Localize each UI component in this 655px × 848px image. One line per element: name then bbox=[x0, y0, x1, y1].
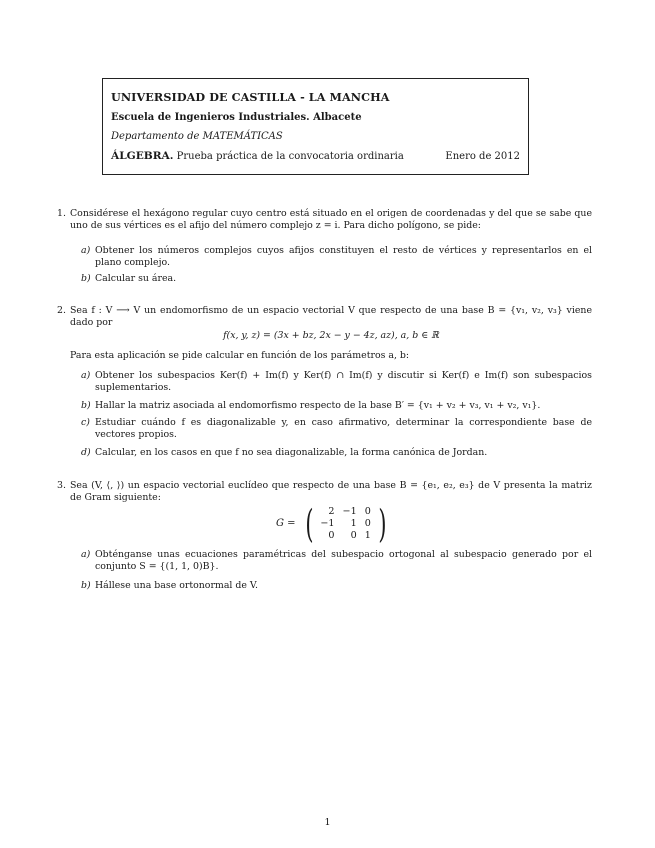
page-number: 1 bbox=[324, 817, 331, 828]
problem-2 bbox=[57, 305, 592, 330]
part-label: b) bbox=[81, 273, 91, 284]
problem-2-intro bbox=[57, 350, 592, 362]
school-name: Escuela de Ingenieros Industriales. Albacete bbox=[111, 112, 362, 123]
university-name: UNIVERSIDAD DE CASTILLA - LA MANCHA bbox=[111, 90, 390, 104]
matrix-cell: 0 bbox=[364, 518, 371, 529]
matrix-cell: −1 bbox=[342, 506, 357, 517]
gram-matrix bbox=[276, 502, 390, 546]
problem-2-formula: f(x, y, z) = (3x + bz, 2x − y − 4z, az), a, b ∈ ℝ bbox=[223, 330, 439, 341]
matrix-cell: 2 bbox=[328, 506, 335, 517]
right-paren: ) bbox=[378, 502, 387, 546]
department-name: Departamento de MATEMÁTICAS bbox=[111, 131, 283, 142]
problem-statement-2: Para esta aplicación se pide calcular en función de los parámetros a, b: bbox=[70, 350, 410, 361]
matrix-cell: 0 bbox=[328, 530, 335, 541]
matrix-cell: 0 bbox=[364, 506, 371, 517]
problem-1 bbox=[57, 208, 592, 233]
problem-3-part-b bbox=[81, 580, 592, 592]
part-text: Calcular, en los casos en que f no sea diagonalizable, la forma canónica de Jordan. bbox=[95, 447, 488, 458]
matrix-row bbox=[316, 518, 374, 530]
part-label: a) bbox=[81, 245, 91, 256]
matrix-row bbox=[316, 506, 374, 518]
problem-number: 1. bbox=[57, 208, 66, 219]
problem-2-part-c bbox=[81, 417, 592, 442]
matrix-cell: 0 bbox=[350, 530, 357, 541]
problem-1-part-a bbox=[81, 245, 592, 270]
problem-1-part-b bbox=[81, 273, 592, 285]
problem-2-part-a bbox=[81, 370, 592, 395]
part-label: c) bbox=[81, 417, 90, 428]
problem-statement: Sea f : V ⟶ V un endomorfismo de un espacio vectorial V que respecto de una base B = {v₁, v₂, v₃} viene dado por bbox=[70, 305, 592, 329]
problem-statement: Considérese el hexágono regular cuyo centro está situado en el origen de coordenadas y del que se sabe que uno de sus vértices es el afijo del número complejo z = i. Para dicho polígono, se pide: bbox=[70, 208, 592, 232]
part-text: Obtener los subespacios Ker(f) + Im(f) y Ker(f) ∩ Im(f) y discutir si Ker(f) e Im(f) son subespacios suplementarios. bbox=[95, 370, 592, 394]
problem-2-part-b bbox=[81, 400, 592, 412]
matrix-cell: 1 bbox=[350, 518, 357, 529]
part-text: Hállese una base ortonormal de V. bbox=[95, 580, 259, 591]
exam-description: Prueba práctica de la convocatoria ordinaria bbox=[176, 151, 404, 162]
exam-date: Enero de 2012 bbox=[445, 151, 520, 162]
part-label: d) bbox=[81, 447, 91, 458]
matrix-label: G = bbox=[276, 518, 296, 530]
problem-number: 3. bbox=[57, 480, 66, 491]
problem-statement: Sea (V, ⟨, ⟩) un espacio vectorial euclídeo que respecto de una base B = {e₁, e₂, e₃} de V presenta la matriz de Gram siguiente: bbox=[70, 480, 592, 504]
matrix-row bbox=[316, 530, 374, 542]
left-paren: ( bbox=[304, 502, 314, 546]
part-text: Obténganse unas ecuaciones paramétricas del subespacio ortogonal al subespacio generado por el conjunto S = {(1, 1, 0)B}. bbox=[95, 549, 592, 573]
part-label: b) bbox=[81, 400, 91, 411]
matrix-cell: −1 bbox=[320, 518, 335, 529]
matrix-table bbox=[316, 506, 374, 542]
part-text: Hallar la matriz asociada al endomorfismo respecto de la base B′ = {v₁ + v₂ + v₃, v₁ + v₂, v₁}. bbox=[95, 400, 541, 411]
problem-number: 2. bbox=[57, 305, 66, 316]
part-label: a) bbox=[81, 549, 91, 560]
part-text: Obtener los números complejos cuyos afijos constituyen el resto de vértices y representarlos en el plano complejo. bbox=[95, 245, 592, 269]
problem-3-part-a bbox=[81, 549, 592, 574]
problem-2-part-d bbox=[81, 447, 592, 459]
problem-3 bbox=[57, 480, 592, 505]
subject-name: ÁLGEBRA. bbox=[111, 150, 174, 162]
header-box bbox=[102, 78, 529, 175]
matrix-cell: 1 bbox=[364, 530, 371, 541]
part-text: Calcular su área. bbox=[95, 273, 177, 284]
part-text: Estudiar cuándo f es diagonalizable y, en caso afirmativo, determinar la correspondiente base de vectores propios. bbox=[95, 417, 592, 441]
part-label: b) bbox=[81, 580, 91, 591]
part-label: a) bbox=[81, 370, 91, 381]
